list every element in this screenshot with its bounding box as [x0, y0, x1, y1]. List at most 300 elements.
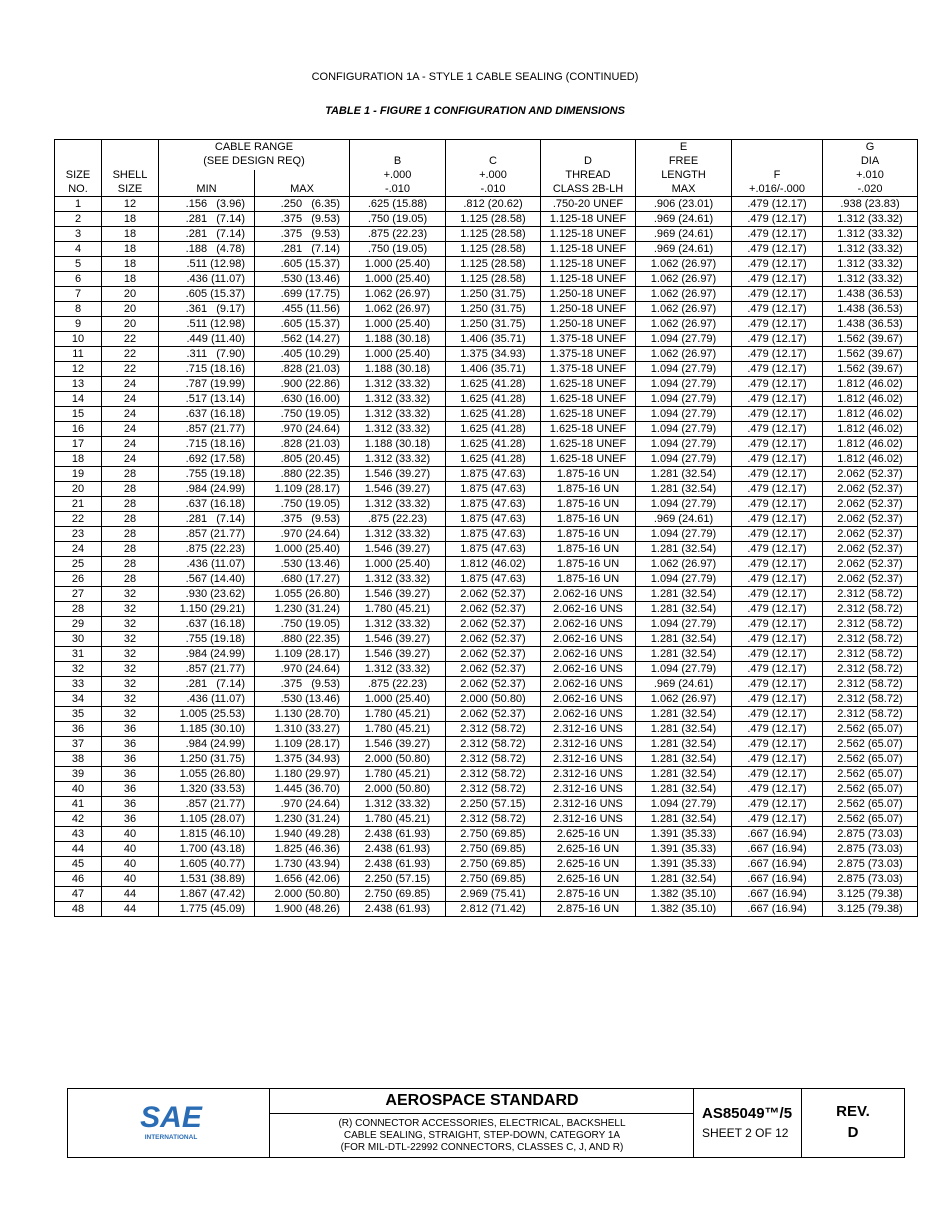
- cell-size-no: 18: [55, 452, 102, 467]
- title-block: [67, 1088, 905, 1158]
- cell-dim-b: 2.000 (50.80): [350, 782, 446, 797]
- cell-shell-size: 20: [102, 317, 159, 332]
- table-row: [55, 422, 918, 437]
- cell-thread-d: 1.875-16 UN: [541, 557, 636, 572]
- cell-dia-g: 1.812 (46.02): [823, 377, 918, 392]
- cell-dim-c: 1.125 (28.58): [446, 272, 541, 287]
- cell-shell-size: 36: [102, 722, 159, 737]
- cell-dim-f: .479 (12.17): [732, 347, 823, 362]
- cell-thread-d: 1.125-18 UNEF: [541, 227, 636, 242]
- cell-dim-b: 1.000 (25.40): [350, 557, 446, 572]
- cell-cable-min: 1.775 (45.09): [159, 902, 255, 917]
- cell-dia-g: 2.062 (52.37): [823, 512, 918, 527]
- table-row: [55, 782, 918, 797]
- cell-shell-size: 36: [102, 767, 159, 782]
- cell-dia-g: 2.062 (52.37): [823, 557, 918, 572]
- cell-thread-d: 1.125-18 UNEF: [541, 272, 636, 287]
- cell-dim-f: .479 (12.17): [732, 737, 823, 752]
- cell-size-no: 33: [55, 677, 102, 692]
- cell-cable-max: .828 (21.03): [255, 362, 350, 377]
- cell-cable-max: 1.445 (36.70): [255, 782, 350, 797]
- cell-dim-c: 2.812 (71.42): [446, 902, 541, 917]
- table-row: [55, 587, 918, 602]
- cell-cable-min: .875 (22.23): [159, 542, 255, 557]
- cell-dim-c: 1.250 (31.75): [446, 317, 541, 332]
- cell-dim-f: .479 (12.17): [732, 212, 823, 227]
- cell-cable-max: .970 (24.64): [255, 797, 350, 812]
- cell-cable-min: .857 (21.77): [159, 797, 255, 812]
- cell-cable-max: 1.055 (26.80): [255, 587, 350, 602]
- cell-dim-b: 1.546 (39.27): [350, 587, 446, 602]
- cell-cable-min: 1.320 (33.53): [159, 782, 255, 797]
- cell-dim-f: .479 (12.17): [732, 707, 823, 722]
- cell-dim-b: .875 (22.23): [350, 677, 446, 692]
- header-shell-size: SHELL SIZE: [102, 140, 159, 197]
- cell-size-no: 7: [55, 287, 102, 302]
- cell-shell-size: 18: [102, 227, 159, 242]
- cell-free-length-e: .969 (24.61): [636, 677, 732, 692]
- cell-cable-max: 1.375 (34.93): [255, 752, 350, 767]
- table-row: [55, 872, 918, 887]
- cell-dim-c: 1.375 (34.93): [446, 347, 541, 362]
- cell-dim-c: 2.312 (58.72): [446, 737, 541, 752]
- cell-cable-min: .311 (7.90): [159, 347, 255, 362]
- cell-dia-g: 2.062 (52.37): [823, 572, 918, 587]
- cell-free-length-e: 1.062 (26.97): [636, 317, 732, 332]
- cell-dia-g: 2.562 (65.07): [823, 722, 918, 737]
- cell-cable-min: .984 (24.99): [159, 482, 255, 497]
- cell-dim-f: .479 (12.17): [732, 467, 823, 482]
- cell-dia-g: 1.812 (46.02): [823, 407, 918, 422]
- cell-free-length-e: 1.382 (35.10): [636, 902, 732, 917]
- table-row: [55, 512, 918, 527]
- cell-size-no: 41: [55, 797, 102, 812]
- cell-dim-b: 1.312 (33.32): [350, 797, 446, 812]
- cell-dia-g: 2.562 (65.07): [823, 812, 918, 827]
- cell-free-length-e: 1.281 (32.54): [636, 542, 732, 557]
- cell-thread-d: 1.375-18 UNEF: [541, 362, 636, 377]
- cell-thread-d: 2.312-16 UNS: [541, 782, 636, 797]
- cell-dim-f: .479 (12.17): [732, 632, 823, 647]
- cell-dim-c: 2.750 (69.85): [446, 857, 541, 872]
- cell-free-length-e: 1.094 (27.79): [636, 497, 732, 512]
- cell-dia-g: 1.438 (36.53): [823, 317, 918, 332]
- cell-free-length-e: 1.094 (27.79): [636, 332, 732, 347]
- cell-cable-max: .970 (24.64): [255, 422, 350, 437]
- cell-dim-f: .479 (12.17): [732, 572, 823, 587]
- cell-shell-size: 22: [102, 362, 159, 377]
- cell-free-length-e: 1.281 (32.54): [636, 872, 732, 887]
- cell-dia-g: 2.562 (65.07): [823, 782, 918, 797]
- cell-dim-b: 2.000 (50.80): [350, 752, 446, 767]
- cell-dia-g: 2.062 (52.37): [823, 467, 918, 482]
- cell-cable-max: .375 (9.53): [255, 512, 350, 527]
- cell-cable-min: .281 (7.14): [159, 212, 255, 227]
- cell-dim-b: .875 (22.23): [350, 227, 446, 242]
- cell-size-no: 43: [55, 827, 102, 842]
- cell-cable-max: 1.940 (49.28): [255, 827, 350, 842]
- cell-dim-b: 1.312 (33.32): [350, 527, 446, 542]
- cell-dim-c: 2.312 (58.72): [446, 767, 541, 782]
- cell-cable-min: .436 (11.07): [159, 557, 255, 572]
- cell-shell-size: 20: [102, 302, 159, 317]
- cell-shell-size: 28: [102, 527, 159, 542]
- cell-free-length-e: .969 (24.61): [636, 227, 732, 242]
- cell-dim-b: 1.188 (30.18): [350, 332, 446, 347]
- table-row: [55, 692, 918, 707]
- cell-dim-f: .479 (12.17): [732, 497, 823, 512]
- cell-size-no: 17: [55, 437, 102, 452]
- cell-dim-b: 1.546 (39.27): [350, 632, 446, 647]
- cell-free-length-e: 1.391 (35.33): [636, 857, 732, 872]
- cell-cable-max: .750 (19.05): [255, 497, 350, 512]
- cell-shell-size: 18: [102, 257, 159, 272]
- cell-thread-d: 2.312-16 UNS: [541, 812, 636, 827]
- cell-dim-b: 1.546 (39.27): [350, 542, 446, 557]
- header-max: MAX: [255, 170, 350, 197]
- cell-dim-b: 1.312 (33.32): [350, 662, 446, 677]
- logo-cell: [68, 1089, 270, 1157]
- cell-dia-g: 2.062 (52.37): [823, 497, 918, 512]
- cell-free-length-e: 1.094 (27.79): [636, 662, 732, 677]
- cell-shell-size: 32: [102, 707, 159, 722]
- cell-shell-size: 32: [102, 632, 159, 647]
- cell-dim-c: 1.875 (47.63): [446, 512, 541, 527]
- cell-dim-c: 2.312 (58.72): [446, 782, 541, 797]
- cell-dim-c: 2.062 (52.37): [446, 632, 541, 647]
- table-row: [55, 602, 918, 617]
- cell-free-length-e: .969 (24.61): [636, 242, 732, 257]
- cell-dim-f: .479 (12.17): [732, 302, 823, 317]
- cell-shell-size: 40: [102, 872, 159, 887]
- cell-cable-min: 1.250 (31.75): [159, 752, 255, 767]
- cell-dia-g: 2.312 (58.72): [823, 632, 918, 647]
- cell-dim-c: 2.969 (75.41): [446, 887, 541, 902]
- cell-shell-size: 28: [102, 497, 159, 512]
- table-row: [55, 842, 918, 857]
- cell-free-length-e: 1.281 (32.54): [636, 722, 732, 737]
- revision-label: REV.: [836, 1103, 870, 1120]
- description-line-3: (FOR MIL-DTL-22992 CONNECTORS, CLASSES C, J, AND R): [340, 1142, 624, 1153]
- cell-dia-g: 1.312 (33.32): [823, 257, 918, 272]
- cell-cable-min: 1.700 (43.18): [159, 842, 255, 857]
- cell-cable-max: .828 (21.03): [255, 437, 350, 452]
- cell-shell-size: 40: [102, 827, 159, 842]
- cell-dim-c: 1.250 (31.75): [446, 287, 541, 302]
- header-e: E FREE LENGTH MAX: [636, 140, 732, 197]
- cell-shell-size: 32: [102, 617, 159, 632]
- cell-dim-f: .479 (12.17): [732, 557, 823, 572]
- cell-dia-g: .938 (23.83): [823, 197, 918, 212]
- header-size-no: SIZE NO.: [55, 140, 102, 197]
- cell-thread-d: 2.062-16 UNS: [541, 602, 636, 617]
- cell-free-length-e: 1.094 (27.79): [636, 422, 732, 437]
- table-row: [55, 752, 918, 767]
- cell-cable-min: 1.815 (46.10): [159, 827, 255, 842]
- cell-cable-max: 1.656 (42.06): [255, 872, 350, 887]
- cell-size-no: 45: [55, 857, 102, 872]
- revision-cell: [802, 1089, 904, 1157]
- cell-cable-max: .699 (17.75): [255, 287, 350, 302]
- cell-thread-d: 1.875-16 UN: [541, 467, 636, 482]
- cell-free-length-e: 1.062 (26.97): [636, 287, 732, 302]
- cell-free-length-e: 1.062 (26.97): [636, 302, 732, 317]
- cell-dim-c: 1.625 (41.28): [446, 392, 541, 407]
- cell-cable-max: 1.730 (43.94): [255, 857, 350, 872]
- cell-free-length-e: 1.094 (27.79): [636, 617, 732, 632]
- cell-dia-g: 1.312 (33.32): [823, 272, 918, 287]
- cell-size-no: 27: [55, 587, 102, 602]
- cell-thread-d: 1.625-18 UNEF: [541, 422, 636, 437]
- cell-cable-max: .605 (15.37): [255, 317, 350, 332]
- cell-cable-max: .880 (22.35): [255, 467, 350, 482]
- cell-dim-b: 2.438 (61.93): [350, 902, 446, 917]
- cell-dim-f: .479 (12.17): [732, 437, 823, 452]
- cell-shell-size: 32: [102, 587, 159, 602]
- table-row: [55, 632, 918, 647]
- cell-dim-b: 1.546 (39.27): [350, 737, 446, 752]
- cell-size-no: 4: [55, 242, 102, 257]
- cell-dim-b: 2.438 (61.93): [350, 827, 446, 842]
- cell-dia-g: 1.312 (33.32): [823, 212, 918, 227]
- cell-cable-max: .281 (7.14): [255, 242, 350, 257]
- cell-dia-g: 1.312 (33.32): [823, 242, 918, 257]
- cell-dim-f: .479 (12.17): [732, 482, 823, 497]
- cell-shell-size: 32: [102, 692, 159, 707]
- cell-shell-size: 24: [102, 452, 159, 467]
- cell-dim-f: .479 (12.17): [732, 692, 823, 707]
- cell-cable-max: 1.230 (31.24): [255, 602, 350, 617]
- table-row: [55, 767, 918, 782]
- cell-thread-d: 1.625-18 UNEF: [541, 452, 636, 467]
- cell-cable-max: 1.900 (48.26): [255, 902, 350, 917]
- cell-size-no: 3: [55, 227, 102, 242]
- cell-dia-g: 2.875 (73.03): [823, 842, 918, 857]
- document-number: AS85049™/5: [702, 1105, 793, 1122]
- cell-dim-b: 1.000 (25.40): [350, 347, 446, 362]
- description-line-1: (R) CONNECTOR ACCESSORIES, ELECTRICAL, BACKSHELL: [338, 1118, 626, 1129]
- cell-dim-c: 1.812 (46.02): [446, 557, 541, 572]
- cell-dim-c: 1.125 (28.58): [446, 242, 541, 257]
- cell-free-length-e: 1.281 (32.54): [636, 482, 732, 497]
- table-row: [55, 257, 918, 272]
- cell-thread-d: 1.125-18 UNEF: [541, 242, 636, 257]
- cell-shell-size: 36: [102, 752, 159, 767]
- cell-cable-min: .605 (15.37): [159, 287, 255, 302]
- cell-dim-b: .750 (19.05): [350, 242, 446, 257]
- cell-dim-b: 2.750 (69.85): [350, 887, 446, 902]
- cell-cable-min: .281 (7.14): [159, 227, 255, 242]
- cell-size-no: 46: [55, 872, 102, 887]
- cell-thread-d: 1.375-18 UNEF: [541, 332, 636, 347]
- cell-cable-min: .436 (11.07): [159, 692, 255, 707]
- configuration-heading: CONFIGURATION 1A - STYLE 1 CABLE SEALING (CONTINUED): [311, 71, 639, 83]
- cell-size-no: 26: [55, 572, 102, 587]
- cell-free-length-e: 1.094 (27.79): [636, 437, 732, 452]
- cell-dia-g: 1.562 (39.67): [823, 347, 918, 362]
- cell-dia-g: 1.438 (36.53): [823, 287, 918, 302]
- cell-shell-size: 24: [102, 437, 159, 452]
- cell-dia-g: 1.562 (39.67): [823, 362, 918, 377]
- cell-dim-b: 1.000 (25.40): [350, 317, 446, 332]
- cell-dia-g: 2.875 (73.03): [823, 872, 918, 887]
- cell-shell-size: 24: [102, 392, 159, 407]
- cell-cable-max: 1.310 (33.27): [255, 722, 350, 737]
- cell-free-length-e: 1.094 (27.79): [636, 572, 732, 587]
- cell-size-no: 1: [55, 197, 102, 212]
- cell-dim-c: 2.312 (58.72): [446, 722, 541, 737]
- cell-cable-min: .637 (16.18): [159, 497, 255, 512]
- cell-shell-size: 44: [102, 902, 159, 917]
- cell-dim-b: 1.546 (39.27): [350, 467, 446, 482]
- cell-free-length-e: 1.281 (32.54): [636, 587, 732, 602]
- table-row: [55, 362, 918, 377]
- cell-dim-c: 2.750 (69.85): [446, 827, 541, 842]
- cell-thread-d: 2.875-16 UN: [541, 902, 636, 917]
- cell-dia-g: 2.062 (52.37): [823, 482, 918, 497]
- cell-thread-d: 1.875-16 UN: [541, 572, 636, 587]
- table-row: [55, 407, 918, 422]
- cell-cable-max: .880 (22.35): [255, 632, 350, 647]
- cell-cable-max: .530 (13.46): [255, 557, 350, 572]
- cell-dim-f: .479 (12.17): [732, 662, 823, 677]
- cell-dim-c: 1.875 (47.63): [446, 467, 541, 482]
- cell-cable-max: .970 (24.64): [255, 662, 350, 677]
- cell-dia-g: 2.062 (52.37): [823, 527, 918, 542]
- cell-cable-max: 1.109 (28.17): [255, 482, 350, 497]
- cell-size-no: 32: [55, 662, 102, 677]
- cell-dia-g: 2.062 (52.37): [823, 542, 918, 557]
- cell-dim-c: 1.625 (41.28): [446, 422, 541, 437]
- cell-dim-b: 1.780 (45.21): [350, 602, 446, 617]
- cell-dim-c: 2.312 (58.72): [446, 752, 541, 767]
- cell-dim-b: 1.312 (33.32): [350, 377, 446, 392]
- table-row: [55, 827, 918, 842]
- cell-dim-f: .479 (12.17): [732, 422, 823, 437]
- cell-free-length-e: 1.281 (32.54): [636, 467, 732, 482]
- table-row: [55, 317, 918, 332]
- header-cable-range: CABLE RANGE (SEE DESIGN REQ): [159, 140, 350, 171]
- cell-dim-b: 1.546 (39.27): [350, 482, 446, 497]
- cell-cable-min: .692 (17.58): [159, 452, 255, 467]
- cell-dia-g: 1.812 (46.02): [823, 422, 918, 437]
- cell-dia-g: 2.875 (73.03): [823, 827, 918, 842]
- cell-cable-min: .188 (4.78): [159, 242, 255, 257]
- cell-dia-g: 1.812 (46.02): [823, 437, 918, 452]
- header-b: B +.000 -.010: [350, 140, 446, 197]
- cell-thread-d: 2.312-16 UNS: [541, 797, 636, 812]
- cell-cable-min: 1.105 (28.07): [159, 812, 255, 827]
- cell-shell-size: 22: [102, 347, 159, 362]
- cell-dia-g: 2.312 (58.72): [823, 587, 918, 602]
- table-row: [55, 857, 918, 872]
- cell-cable-min: .715 (18.16): [159, 437, 255, 452]
- cell-cable-max: .630 (16.00): [255, 392, 350, 407]
- cell-thread-d: .750-20 UNEF: [541, 197, 636, 212]
- cell-free-length-e: 1.281 (32.54): [636, 647, 732, 662]
- cell-cable-min: .857 (21.77): [159, 422, 255, 437]
- cell-thread-d: 1.125-18 UNEF: [541, 257, 636, 272]
- sae-logo: [138, 1097, 204, 1143]
- cell-thread-d: 2.062-16 UNS: [541, 617, 636, 632]
- cell-dim-b: 1.312 (33.32): [350, 392, 446, 407]
- cell-thread-d: 2.312-16 UNS: [541, 722, 636, 737]
- cell-cable-max: .805 (20.45): [255, 452, 350, 467]
- cell-dim-c: 2.062 (52.37): [446, 602, 541, 617]
- cell-size-no: 19: [55, 467, 102, 482]
- cell-dim-f: .479 (12.17): [732, 377, 823, 392]
- cell-dia-g: 2.562 (65.07): [823, 797, 918, 812]
- cell-dim-c: 2.750 (69.85): [446, 872, 541, 887]
- table-row: [55, 437, 918, 452]
- cell-cable-min: .984 (24.99): [159, 647, 255, 662]
- cell-dia-g: 2.312 (58.72): [823, 692, 918, 707]
- table-row: [55, 347, 918, 362]
- cell-cable-min: .511 (12.98): [159, 317, 255, 332]
- cell-thread-d: 1.250-18 UNEF: [541, 287, 636, 302]
- cell-thread-d: 2.875-16 UN: [541, 887, 636, 902]
- cell-dim-b: 1.188 (30.18): [350, 362, 446, 377]
- cell-dim-f: .479 (12.17): [732, 257, 823, 272]
- cell-cable-max: .455 (11.56): [255, 302, 350, 317]
- cell-thread-d: 1.625-18 UNEF: [541, 377, 636, 392]
- cell-thread-d: 1.125-18 UNEF: [541, 212, 636, 227]
- cell-dia-g: 2.312 (58.72): [823, 647, 918, 662]
- cell-shell-size: 36: [102, 737, 159, 752]
- cell-size-no: 6: [55, 272, 102, 287]
- cell-dim-f: .479 (12.17): [732, 797, 823, 812]
- cell-size-no: 15: [55, 407, 102, 422]
- cell-size-no: 29: [55, 617, 102, 632]
- cell-dim-b: 1.312 (33.32): [350, 422, 446, 437]
- cell-size-no: 20: [55, 482, 102, 497]
- cell-dia-g: 2.312 (58.72): [823, 602, 918, 617]
- cell-dim-f: .667 (16.94): [732, 872, 823, 887]
- cell-free-length-e: 1.062 (26.97): [636, 557, 732, 572]
- cell-cable-min: 1.605 (40.77): [159, 857, 255, 872]
- cell-free-length-e: 1.062 (26.97): [636, 692, 732, 707]
- cell-size-no: 47: [55, 887, 102, 902]
- cell-size-no: 37: [55, 737, 102, 752]
- cell-free-length-e: 1.094 (27.79): [636, 407, 732, 422]
- cell-dim-c: 2.312 (58.72): [446, 812, 541, 827]
- cell-free-length-e: 1.281 (32.54): [636, 752, 732, 767]
- table-row: [55, 737, 918, 752]
- cell-dim-c: 1.625 (41.28): [446, 437, 541, 452]
- cell-shell-size: 32: [102, 662, 159, 677]
- cell-dim-c: .812 (20.62): [446, 197, 541, 212]
- cell-dim-b: 1.000 (25.40): [350, 272, 446, 287]
- cell-cable-max: .530 (13.46): [255, 272, 350, 287]
- cell-dim-c: 2.000 (50.80): [446, 692, 541, 707]
- cell-size-no: 13: [55, 377, 102, 392]
- cell-thread-d: 1.625-18 UNEF: [541, 392, 636, 407]
- cell-shell-size: 32: [102, 602, 159, 617]
- cell-dim-f: .479 (12.17): [732, 587, 823, 602]
- cell-shell-size: 28: [102, 482, 159, 497]
- header-min: MIN: [159, 170, 255, 197]
- sae-logo-text: SAE: [140, 1101, 202, 1134]
- cell-cable-min: 1.185 (30.10): [159, 722, 255, 737]
- cell-shell-size: 36: [102, 797, 159, 812]
- standard-title: AEROSPACE STANDARD: [270, 1089, 694, 1114]
- cell-dia-g: 2.312 (58.72): [823, 707, 918, 722]
- cell-thread-d: 2.625-16 UN: [541, 872, 636, 887]
- cell-cable-max: 1.000 (25.40): [255, 542, 350, 557]
- table-row: [55, 557, 918, 572]
- cell-cable-max: .750 (19.05): [255, 407, 350, 422]
- cell-cable-max: 1.230 (31.24): [255, 812, 350, 827]
